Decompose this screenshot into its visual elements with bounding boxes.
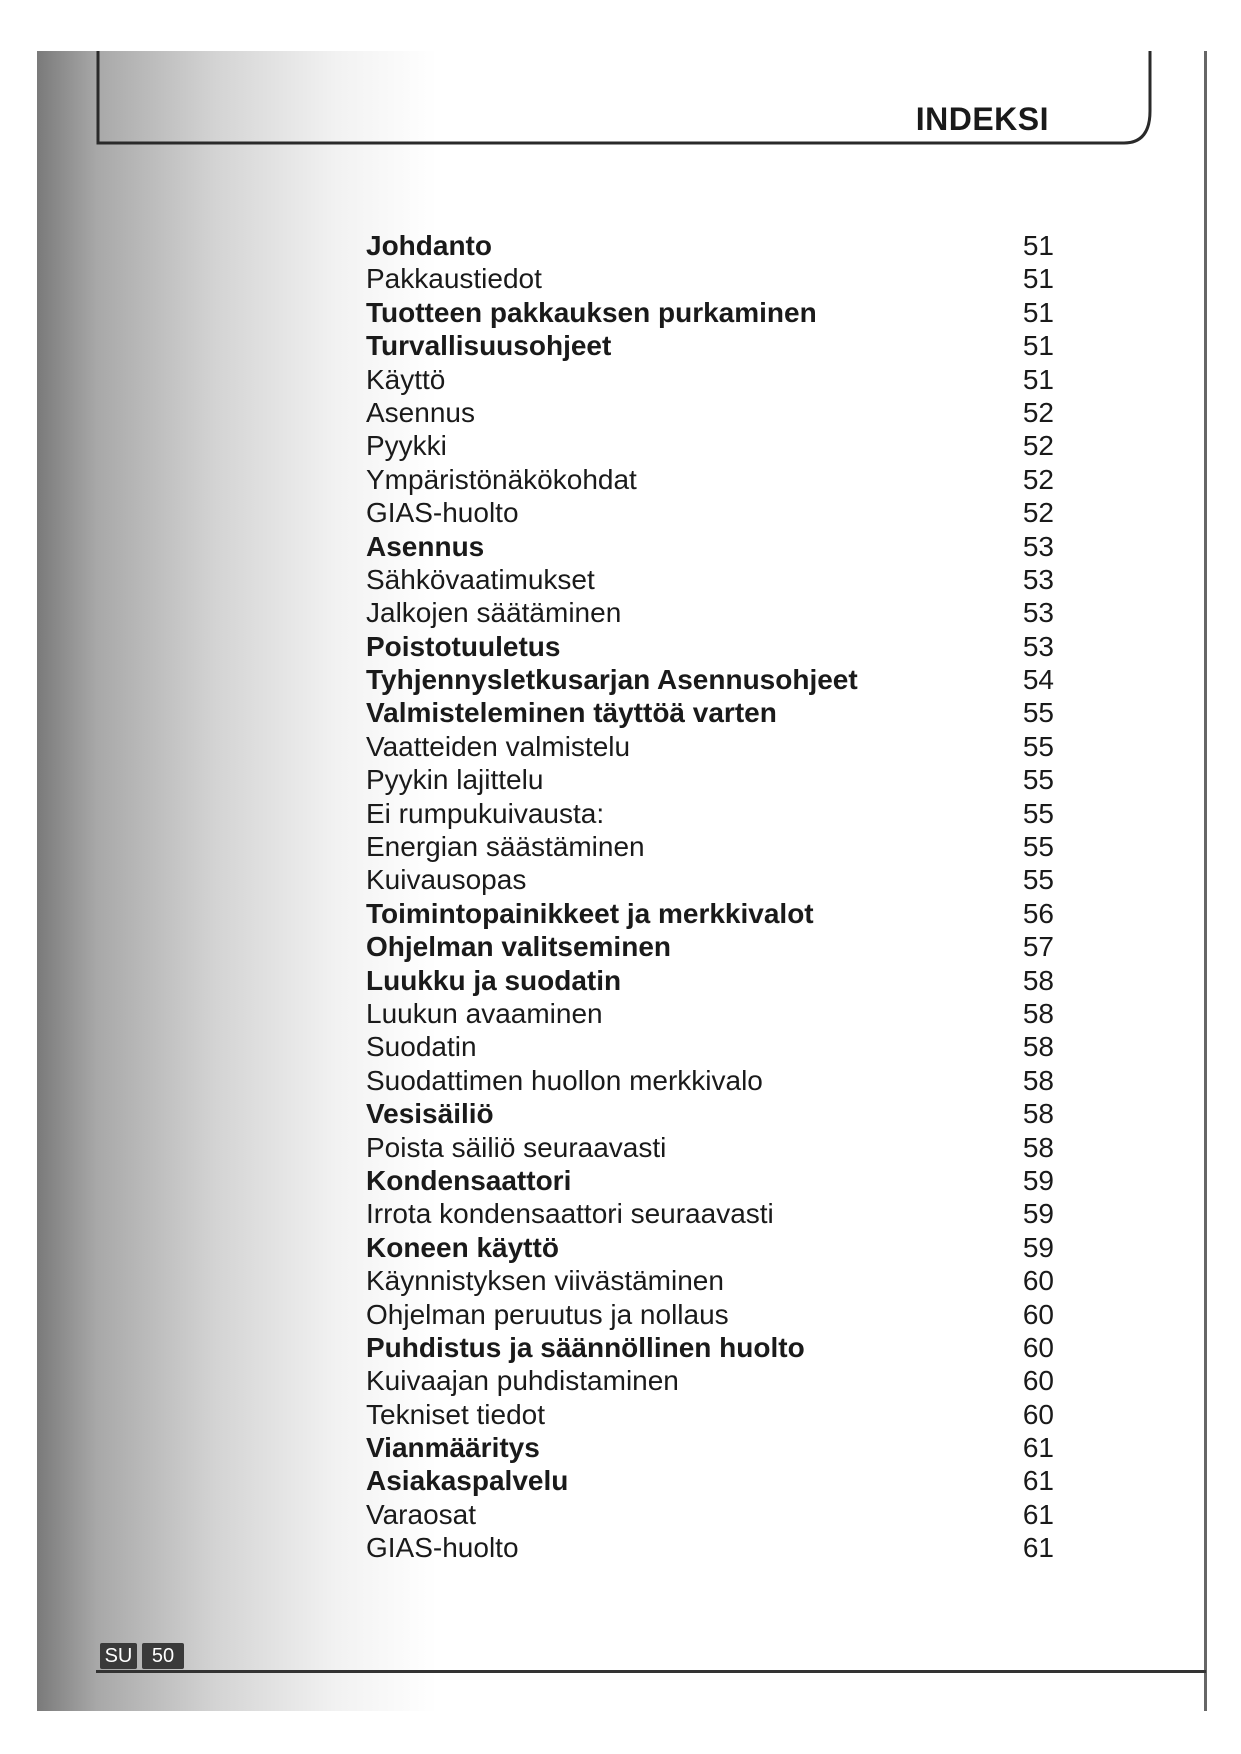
toc-entry-label: Tyhjennysletkusarjan Asennusohjeet (366, 664, 858, 696)
toc-entry (366, 1298, 1054, 1331)
toc-entry-page: 58 (1022, 1098, 1054, 1130)
toc-entry-page: 53 (1022, 530, 1054, 562)
toc-entry (366, 1531, 1054, 1564)
toc-entry-page: 53 (1022, 597, 1054, 629)
toc-entry-label: Luukun avaaminen (366, 997, 603, 1029)
toc-entry-label: Vianmääritys (366, 1432, 540, 1464)
toc-entry (366, 1464, 1054, 1497)
toc-entry (366, 1498, 1054, 1531)
toc-entry (366, 296, 1054, 329)
toc-entry-page: 51 (1022, 363, 1054, 395)
toc-entry (366, 396, 1054, 429)
toc-entry (366, 363, 1054, 396)
toc-entry-label: Tekniset tiedot (366, 1398, 545, 1430)
toc-entry-page: 61 (1022, 1432, 1054, 1464)
toc-entry (366, 930, 1054, 963)
toc-entry (366, 530, 1054, 563)
toc-entry (366, 1431, 1054, 1464)
toc-entry (366, 797, 1054, 830)
toc-entry (366, 1364, 1054, 1397)
toc-entry (366, 897, 1054, 930)
toc-entry-page: 51 (1022, 330, 1054, 362)
toc-entry-page: 55 (1022, 797, 1054, 829)
toc-entry-page: 60 (1022, 1331, 1054, 1363)
toc-entry-page: 58 (1022, 1131, 1054, 1163)
toc-entry-page: 60 (1022, 1298, 1054, 1330)
toc-entry-page: 58 (1022, 1031, 1054, 1063)
toc-entry (366, 1197, 1054, 1230)
toc-entry-label: Tuotteen pakkauksen purkaminen (366, 296, 817, 328)
toc-entry-label: Kuivausopas (366, 864, 527, 896)
toc-entry-page: 54 (1022, 664, 1054, 696)
toc-entry-page: 58 (1022, 1064, 1054, 1096)
toc-entry (366, 229, 1054, 262)
toc-entry (366, 1231, 1054, 1264)
page-right-edge (1204, 51, 1207, 1711)
toc-entry-label: Suodatin (366, 1031, 477, 1063)
toc-entry (366, 663, 1054, 696)
toc-entry-label: Käyttö (366, 363, 446, 395)
toc-entry (366, 1064, 1054, 1097)
toc-entry (366, 1131, 1054, 1164)
toc-entry-label: Kondensaattori (366, 1164, 572, 1196)
toc-entry (366, 329, 1054, 362)
toc-entry (366, 964, 1054, 997)
toc-entry (366, 463, 1054, 496)
toc-entry-label: Koneen käyttö (366, 1231, 559, 1263)
toc-entry-page: 59 (1022, 1231, 1054, 1263)
toc-entry-label: Pyykin lajittelu (366, 764, 544, 796)
page-title: INDEKSI (915, 101, 1049, 137)
toc-entry-label: Poista säiliö seuraavasti (366, 1131, 667, 1163)
toc-entry-label: Energian säästäminen (366, 831, 645, 863)
toc-entry-page: 59 (1022, 1198, 1054, 1230)
toc-entry (366, 262, 1054, 295)
page-number-badge: 50 (142, 1643, 184, 1669)
toc-entry-page: 55 (1022, 730, 1054, 762)
toc-entry-label: Ohjelman valitseminen (366, 931, 671, 963)
toc-entry-label: Vesisäiliö (366, 1098, 494, 1130)
toc-entry-label: Toimintopainikkeet ja merkkivalot (366, 897, 814, 929)
toc-entry-label: Irrota kondensaattori seuraavasti (366, 1198, 774, 1230)
toc-entry (366, 1097, 1054, 1130)
toc-entry-page: 58 (1022, 997, 1054, 1029)
toc-entry-page: 56 (1022, 897, 1054, 929)
toc-entry-page: 51 (1022, 263, 1054, 295)
toc-entry-label: Asennus (366, 530, 485, 562)
toc-entry-label: GIAS-huolto (366, 1532, 519, 1564)
toc-entry-label: Ympäristönäkökohdat (366, 463, 637, 495)
toc-entry-page: 52 (1022, 396, 1054, 428)
toc-entry-page: 52 (1022, 497, 1054, 529)
toc-entry (366, 763, 1054, 796)
toc-entry-label: Valmisteleminen täyttöä varten (366, 697, 777, 729)
toc-entry-page: 58 (1022, 964, 1054, 996)
toc-entry (366, 696, 1054, 729)
toc-entry-page: 52 (1022, 463, 1054, 495)
toc-entry (366, 863, 1054, 896)
toc-entry-label: Ohjelman peruutus ja nollaus (366, 1298, 729, 1330)
toc-entry-label: Pakkaustiedot (366, 263, 542, 295)
toc-entry-label: Luukku ja suodatin (366, 964, 622, 996)
toc-entry-label: Turvallisuusohjeet (366, 330, 612, 362)
toc-entry-page: 55 (1022, 831, 1054, 863)
toc-entry-label: Kuivaajan puhdistaminen (366, 1365, 679, 1397)
toc-entry-label: Puhdistus ja säännöllinen huolto (366, 1331, 805, 1363)
toc-entry-label: Pyykki (366, 430, 447, 462)
toc-entry-page: 53 (1022, 563, 1054, 595)
toc-entry (366, 1164, 1054, 1197)
toc-entry-label: Asennus (366, 396, 475, 428)
toc-entry (366, 1264, 1054, 1297)
toc-entry (366, 830, 1054, 863)
toc-entry-label: Ei rumpukuivausta: (366, 797, 605, 829)
toc-entry (366, 630, 1054, 663)
toc-entry-page: 60 (1022, 1365, 1054, 1397)
toc-entry-page: 53 (1022, 630, 1054, 662)
toc-entry-page: 61 (1022, 1532, 1054, 1564)
toc-entry-label: Poistotuuletus (366, 630, 561, 662)
toc-entry-label: Asiakaspalvelu (366, 1465, 569, 1497)
toc-entry-page: 55 (1022, 864, 1054, 896)
toc-entry-page: 51 (1022, 296, 1054, 328)
toc-entry-page: 52 (1022, 430, 1054, 462)
toc-entry (366, 997, 1054, 1030)
toc-entry-page: 55 (1022, 697, 1054, 729)
toc-entry (366, 563, 1054, 596)
toc-entry-page: 57 (1022, 931, 1054, 963)
toc-entry-page: 60 (1022, 1398, 1054, 1430)
table-of-contents (366, 229, 1054, 1565)
toc-entry-page: 61 (1022, 1465, 1054, 1497)
toc-entry (366, 429, 1054, 462)
toc-entry-page: 51 (1022, 230, 1054, 261)
toc-entry (366, 1030, 1054, 1063)
toc-entry-label: Suodattimen huollon merkkivalo (366, 1064, 763, 1096)
toc-entry-label: Jalkojen säätäminen (366, 597, 622, 629)
footer-divider (96, 1670, 1206, 1673)
toc-entry-page: 59 (1022, 1164, 1054, 1196)
toc-entry (366, 1331, 1054, 1364)
toc-entry-label: Varaosat (366, 1498, 476, 1530)
language-badge: SU (100, 1643, 137, 1669)
toc-entry (366, 496, 1054, 529)
toc-entry-page: 61 (1022, 1498, 1054, 1530)
toc-entry-label: GIAS-huolto (366, 497, 519, 529)
toc-entry (366, 730, 1054, 763)
toc-entry-label: Käynnistyksen viivästäminen (366, 1265, 724, 1297)
toc-entry (366, 596, 1054, 629)
toc-entry (366, 1398, 1054, 1431)
toc-entry-page: 60 (1022, 1265, 1054, 1297)
toc-entry-page: 55 (1022, 764, 1054, 796)
toc-entry-label: Vaatteiden valmistelu (366, 730, 631, 762)
toc-entry-label: Sähkövaatimukset (366, 563, 595, 595)
toc-entry-label: Johdanto (366, 230, 492, 261)
